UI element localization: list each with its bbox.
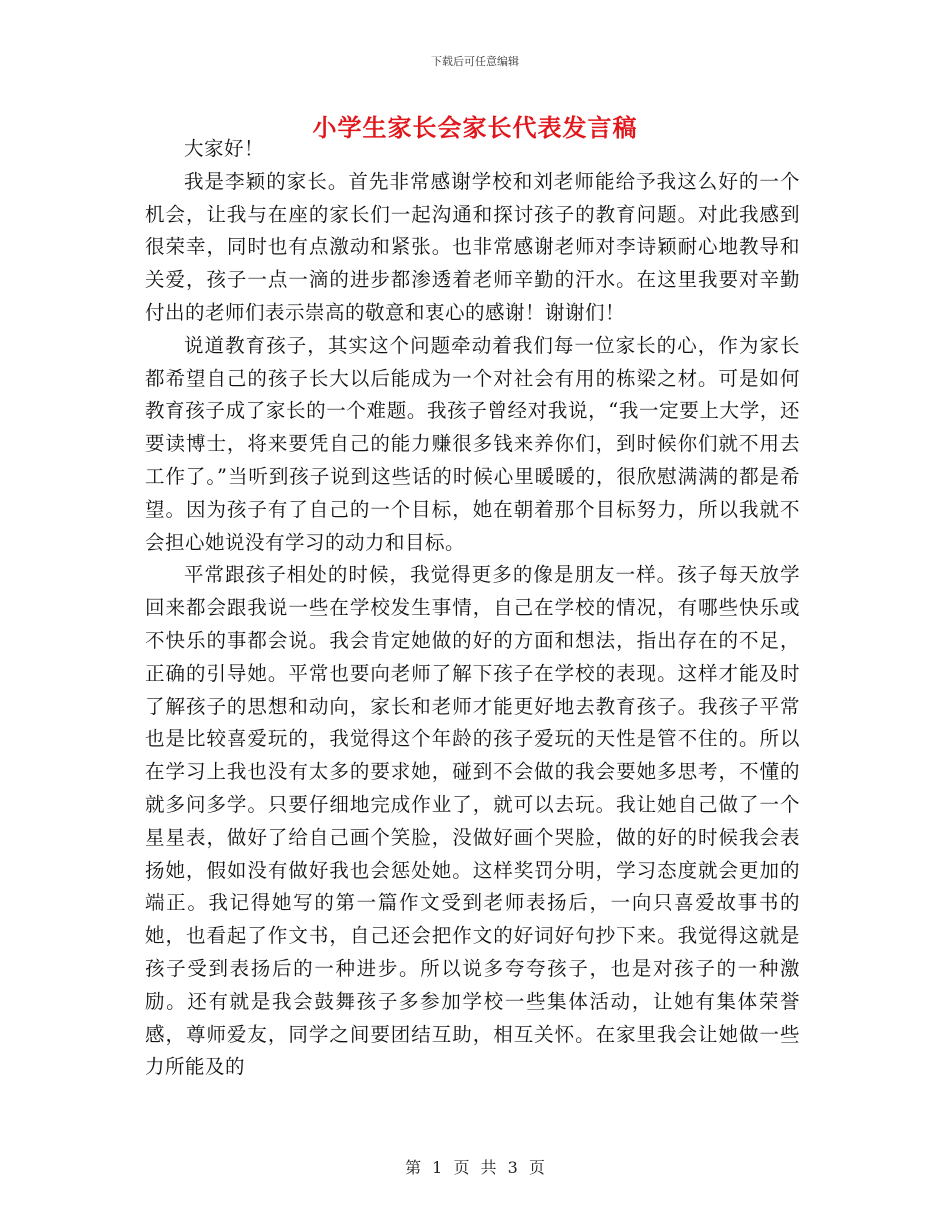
document-body bbox=[145, 133, 800, 1084]
header-note: 下载后可任意编辑 bbox=[431, 55, 519, 68]
page-footer: 第 1 页 共 3 页 bbox=[405, 1158, 545, 1177]
greeting: 大家好！ bbox=[184, 137, 265, 160]
document-title: 小学生家长会家长代表发言稿 bbox=[312, 113, 638, 142]
paragraph-3: 平常跟孩子相处的时候，我觉得更多的像是朋友一样。孩子每天放学回来都会跟我说一些在学校发生事情，自己在学校的情况，有哪些快乐或不快乐的事都会说。我会肯定她做的好的方面和想法，指出存在的不足，正确的引导她。平常也要向老师了解下孩子在学校的表现。这样才能及时了解孩子的思想和动向，家长和老师才能更好地去教育孩子。我孩子平常也是比较喜爱玩的，我觉得这个年龄的孩子爱玩的天性是管不住的。所以在学习上我也没有太多的要求她，碰到不会做的我会要她多思考，不懂的就多问多学。只要仔细地完成作业了，就可以去玩。我让她自己做了一个星星表，做好了给自己画个笑脸，没做好画个哭脸，做的好的时候我会表扬她，假如没有做好我也会惩处她。这样奖罚分明，学习态度就会更加的端正。我记得她写的第一篇作文受到老师表扬后，一向只喜爱故事书的她，也看起了作文书，自己还会把作文的好词好句抄下来。我觉得这就是孩子受到表扬后的一种进步。所以说多夸夸孩子，也是对孩子的一种激励。还有就是我会鼓舞孩子多参加学校一些集体活动，让她有集体荣誉感，尊师爱友，同学之间要团结互助，相互关怀。在家里我会让她做一些力所能及的 bbox=[145, 563, 800, 1079]
paragraph-2: 说道教育孩子，其实这个问题牵动着我们每一位家长的心，作为家长都希望自己的孩子长大以后能成为一个对社会有用的栋梁之材。可是如何教育孩子成了家长的一个难题。我孩子曾经对我说，“我一定要上大学，还要读博士，将来要凭自己的能力赚很多钱来养你们，到时候你们就不用去工作了。”当听到孩子说到这些话的时候心里暖暖的，很欣慰满满的都是希望。因为孩子有了自己的一个目标，她在朝着那个目标努力，所以我就不会担心她说没有学习的动力和目标。 bbox=[145, 333, 800, 554]
paragraph-1: 我是李颖的家长。首先非常感谢学校和刘老师能给予我这么好的一个机会，让我与在座的家长们一起沟通和探讨孩子的教育问题。对此我感到很荣幸，同时也有点激动和紧张。也非常感谢老师对李诗颖耐心地教导和关爱，孩子一点一滴的进步都渗透着老师辛勤的汗水。在这里我要对辛勤付出的老师们表示崇高的敬意和衷心的感谢！谢谢们！ bbox=[145, 169, 800, 324]
